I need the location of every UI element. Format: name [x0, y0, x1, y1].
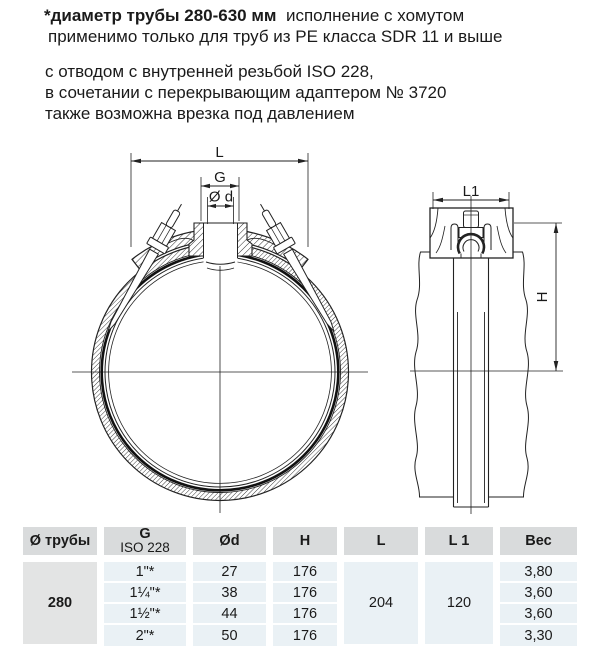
bolt-rod-tip: [261, 204, 265, 211]
dim-label-H: H: [534, 291, 551, 303]
table-row: [23, 583, 577, 604]
cell-weight: 3,80: [493, 562, 577, 583]
cell-od: 44: [186, 604, 266, 625]
pipe-hole-arc-2: [207, 268, 234, 270]
note-line-2: применимо только для труб из PE класса SDR 11 и выше: [48, 27, 503, 46]
cell-weight: 3,60: [493, 604, 577, 625]
cell-od: 27: [186, 562, 266, 583]
cell-g: 1½"*: [97, 604, 186, 625]
cell-h: 176: [266, 625, 337, 646]
cell-g: 1¼"*: [97, 583, 186, 604]
col-header-g-sub: ISO 228: [120, 540, 170, 555]
cell-l1: 120: [418, 562, 493, 646]
dim-label-G: G: [214, 169, 226, 186]
top-notes: [44, 5, 502, 124]
bolt-strap: [284, 249, 339, 334]
side-view-drawing: [410, 183, 563, 514]
spec-table: [23, 527, 577, 646]
col-header-h: H: [266, 527, 337, 562]
col-header-weight: Вес: [493, 527, 577, 562]
boss-bore: [204, 223, 238, 266]
cell-od: 50: [186, 625, 266, 646]
col-header-diameter: Ø трубы: [23, 527, 97, 562]
cell-l: 204: [337, 562, 418, 646]
note-line-3: с отводом с внутренней резьбой ISO 228,: [45, 62, 374, 81]
note-line-1-bold: *диаметр трубы 280-630 мм: [44, 6, 277, 25]
dim-label-Od: Ø d: [208, 188, 234, 206]
table-row: [23, 562, 577, 583]
table-row: [23, 625, 577, 646]
cell-h: 176: [266, 562, 337, 583]
bolt-rod-tip: [178, 204, 182, 211]
cell-g: 2"*: [97, 625, 186, 646]
table-row: [23, 604, 577, 625]
col-header-g-main: G: [139, 526, 151, 542]
cell-diameter: 280: [23, 562, 97, 646]
bolt-rod: [261, 209, 276, 228]
note-line-1-rest: исполнение с хомутом: [276, 6, 465, 25]
bolt-rod: [165, 209, 180, 228]
front-view-drawing: [72, 144, 368, 513]
note-paragraph-2: [45, 61, 502, 124]
cell-od: 38: [186, 583, 266, 604]
drawing-svg: [0, 128, 612, 526]
col-header-l1: L 1: [418, 527, 493, 562]
bolt-strap: [104, 249, 159, 334]
technical-drawing: [0, 128, 612, 526]
cell-g: 1"*: [97, 562, 186, 583]
dim-label-L1: L1: [462, 183, 480, 200]
col-header-l: L: [337, 527, 418, 562]
cell-h: 176: [266, 604, 337, 625]
note-line-4: в сочетании с перекрывающим адаптером № 3720: [45, 83, 447, 102]
note-line-1: [44, 5, 502, 26]
col-header-g: [97, 527, 186, 562]
table-header-row: [23, 527, 577, 562]
dim-label-L: L: [215, 144, 224, 161]
note-line-5: также возможна врезка под давлением: [45, 104, 355, 123]
col-header-od: Ød: [186, 527, 266, 562]
cell-h: 176: [266, 583, 337, 604]
pipe-outline: [415, 252, 529, 497]
cell-weight: 3,60: [493, 583, 577, 604]
cell-weight: 3,30: [493, 625, 577, 646]
